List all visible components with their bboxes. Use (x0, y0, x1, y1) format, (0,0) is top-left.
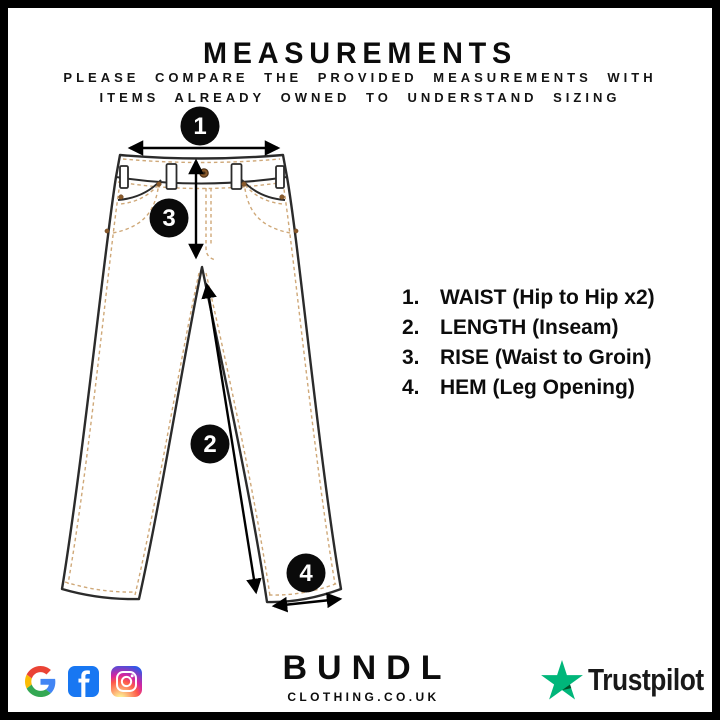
instagram-icon (111, 666, 142, 697)
legend-number: 4. (402, 376, 420, 399)
measurement-legend (402, 283, 655, 403)
trustpilot-label: Trustpilot (588, 662, 704, 697)
legend-number: 3. (402, 346, 420, 369)
jeans-drawing (62, 155, 341, 602)
legend-number: 2. (402, 316, 420, 339)
marker-2 (191, 425, 230, 464)
legend-item-waist (402, 283, 655, 313)
legend-item-rise (402, 343, 655, 373)
legend-item-hem (402, 373, 655, 403)
legend-label: RISE (Waist to Groin) (440, 346, 652, 369)
legend-label: HEM (Leg Opening) (440, 376, 635, 399)
marker-2-number: 2 (203, 431, 217, 458)
brand-name: BUNDL (282, 649, 452, 687)
jeans-measurement-diagram (50, 100, 380, 625)
facebook-icon (68, 666, 99, 697)
jeans-button-center (203, 172, 206, 175)
legend-item-length (402, 313, 655, 343)
marker-1 (181, 107, 220, 146)
jeans-outline (62, 155, 341, 602)
subtitle-line-2: ITEMS ALREADY OWNED TO UNDERSTAND SIZING (99, 90, 621, 105)
brand-tagline: CLOTHING.CO.UK (287, 690, 440, 704)
legend-label: LENGTH (Inseam) (440, 316, 619, 339)
legend-number: 1. (402, 286, 420, 309)
subtitle-line-1: PLEASE COMPARE THE PROVIDED MEASUREMENTS WITH (63, 70, 657, 85)
trustpilot-star-icon (541, 660, 583, 700)
marker-4-number: 4 (299, 560, 313, 587)
marker-1-number: 1 (193, 113, 207, 140)
google-icon (25, 666, 56, 697)
trustpilot-logo (541, 660, 720, 700)
legend-label: WAIST (Hip to Hip x2) (440, 286, 655, 309)
social-icons (25, 666, 142, 697)
brand-logo (262, 649, 462, 704)
marker-3-number: 3 (162, 205, 176, 232)
page-title: MEASUREMENTS (203, 37, 517, 71)
marker-4 (287, 554, 326, 593)
marker-3 (150, 199, 189, 238)
